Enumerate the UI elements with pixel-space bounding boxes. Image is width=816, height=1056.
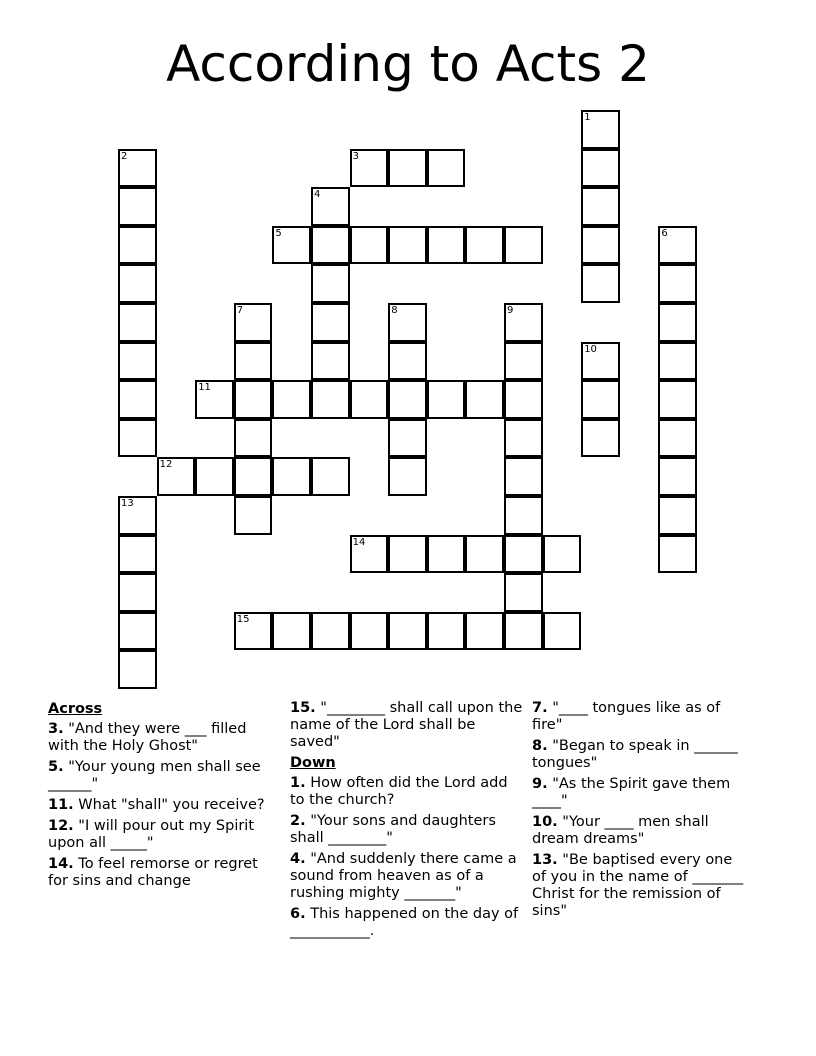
clue-number: 4. bbox=[290, 851, 306, 867]
clue-down-13 bbox=[532, 852, 748, 920]
clue-text: To feel remorse or regret for sins and change bbox=[48, 856, 258, 889]
grid-cell[interactable] bbox=[118, 264, 157, 303]
grid-cell[interactable] bbox=[465, 535, 504, 574]
grid-cell[interactable] bbox=[272, 226, 311, 265]
clue-column-3 bbox=[532, 700, 748, 924]
grid-cell[interactable] bbox=[427, 226, 466, 265]
down-heading: Down bbox=[290, 755, 336, 771]
grid-cell[interactable] bbox=[427, 149, 466, 188]
clue-across-14 bbox=[48, 856, 280, 890]
grid-cell[interactable] bbox=[118, 187, 157, 226]
grid-cell[interactable] bbox=[658, 419, 697, 458]
clue-down-7 bbox=[532, 700, 748, 734]
grid-cell[interactable] bbox=[118, 573, 157, 612]
grid-cell[interactable] bbox=[234, 496, 273, 535]
grid-cell[interactable] bbox=[427, 380, 466, 419]
grid-cell[interactable] bbox=[311, 457, 350, 496]
clue-across-11 bbox=[48, 797, 280, 814]
grid-cell[interactable] bbox=[311, 612, 350, 651]
clue-number-label: 3 bbox=[352, 150, 359, 162]
grid-cell[interactable] bbox=[658, 457, 697, 496]
clue-number: 2. bbox=[290, 813, 306, 829]
clue-column-2 bbox=[290, 700, 526, 944]
grid-cell[interactable] bbox=[272, 612, 311, 651]
grid-cell[interactable] bbox=[388, 457, 427, 496]
grid-cell[interactable] bbox=[388, 380, 427, 419]
grid-cell[interactable] bbox=[658, 342, 697, 381]
clue-text: "As the Spirit gave them ____" bbox=[532, 776, 731, 809]
grid-cell[interactable] bbox=[504, 226, 543, 265]
grid-cell[interactable] bbox=[388, 419, 427, 458]
clue-number-label: 9 bbox=[507, 305, 514, 316]
grid-cell[interactable] bbox=[465, 226, 504, 265]
clue-down-8 bbox=[532, 738, 748, 772]
clue-number: 3. bbox=[48, 721, 64, 737]
grid-cell[interactable] bbox=[658, 264, 697, 303]
clue-number-label: 1 bbox=[584, 112, 591, 123]
grid-cell[interactable] bbox=[388, 149, 427, 188]
grid-cell[interactable] bbox=[118, 496, 157, 535]
grid-cell[interactable] bbox=[272, 457, 311, 496]
clue-number-label: 12 bbox=[159, 459, 173, 471]
clue-text: "________ shall call upon the name of the Lord shall be saved" bbox=[290, 700, 523, 750]
clue-number: 13. bbox=[532, 852, 558, 868]
clue-number-label: 11 bbox=[198, 382, 211, 394]
clue-number: 9. bbox=[532, 776, 548, 792]
grid-cell[interactable] bbox=[311, 264, 350, 303]
grid-cell[interactable] bbox=[658, 226, 697, 265]
grid-cell[interactable] bbox=[118, 149, 157, 188]
grid-cell[interactable] bbox=[311, 342, 350, 381]
grid-cell[interactable] bbox=[504, 303, 543, 342]
clue-across-5 bbox=[48, 759, 280, 793]
grid-cell[interactable] bbox=[195, 457, 234, 496]
grid-cell[interactable] bbox=[311, 303, 350, 342]
grid-cell[interactable] bbox=[350, 226, 389, 265]
clue-number: 11. bbox=[48, 797, 74, 813]
grid-cell[interactable] bbox=[581, 264, 620, 303]
grid-cell[interactable] bbox=[388, 226, 427, 265]
clue-text: How often did the Lord add to the church? bbox=[290, 775, 508, 808]
clue-text: "And suddenly there came a sound from heaven as of a rushing mighty _______" bbox=[290, 851, 517, 901]
grid-cell[interactable] bbox=[504, 419, 543, 458]
clue-text: "Your young men shall see ______" bbox=[48, 759, 261, 792]
clue-number-label: 15 bbox=[236, 613, 250, 625]
clue-number: 6. bbox=[290, 906, 306, 922]
grid-cell[interactable] bbox=[311, 226, 350, 265]
grid-cell[interactable] bbox=[427, 535, 466, 574]
grid-cell[interactable] bbox=[234, 380, 273, 419]
clue-text: This happened on the day of ___________. bbox=[290, 906, 519, 939]
grid-cell[interactable] bbox=[350, 380, 389, 419]
grid-cell[interactable] bbox=[272, 380, 311, 419]
clue-across-3 bbox=[48, 721, 280, 755]
grid-cell[interactable] bbox=[427, 612, 466, 651]
clue-number: 14. bbox=[48, 856, 74, 872]
grid-cell[interactable] bbox=[350, 149, 389, 188]
across-heading: Across bbox=[48, 701, 103, 717]
clue-number: 8. bbox=[532, 738, 548, 754]
clue-number-label: 8 bbox=[391, 305, 398, 316]
grid-cell[interactable] bbox=[388, 535, 427, 574]
grid-cell[interactable] bbox=[504, 342, 543, 381]
grid-cell[interactable] bbox=[504, 612, 543, 651]
grid-cell[interactable] bbox=[350, 535, 389, 574]
grid-cell[interactable] bbox=[581, 110, 620, 149]
grid-cell[interactable] bbox=[118, 380, 157, 419]
grid-cell[interactable] bbox=[350, 612, 389, 651]
grid-cell[interactable] bbox=[234, 612, 273, 651]
clue-text: "I will pour out my Spirit upon all _____" bbox=[48, 818, 255, 851]
grid-cell[interactable] bbox=[388, 303, 427, 342]
clue-text: "And they were ___ filled with the Holy Ghost" bbox=[48, 721, 247, 754]
clue-number-label: 10 bbox=[584, 343, 597, 355]
clue-text: "Your sons and daughters shall ________" bbox=[290, 813, 496, 846]
grid-cell[interactable] bbox=[581, 149, 620, 188]
grid-cell[interactable] bbox=[504, 573, 543, 612]
clue-text: "Began to speak in ______ tongues" bbox=[532, 738, 738, 771]
grid-cell[interactable] bbox=[581, 419, 620, 458]
grid-cell[interactable] bbox=[504, 457, 543, 496]
grid-cell[interactable] bbox=[543, 612, 582, 651]
grid-cell[interactable] bbox=[581, 226, 620, 265]
page-title: According to Acts 2 bbox=[166, 35, 650, 93]
clue-number-label: 14 bbox=[352, 536, 366, 548]
clue-number-label: 5 bbox=[275, 227, 282, 239]
grid-cell[interactable] bbox=[581, 380, 620, 419]
grid-cell[interactable] bbox=[388, 612, 427, 651]
grid-cell[interactable] bbox=[658, 496, 697, 535]
grid-cell[interactable] bbox=[311, 380, 350, 419]
clue-number-label: 7 bbox=[236, 305, 244, 316]
grid-cell[interactable] bbox=[465, 380, 504, 419]
clue-down-9 bbox=[532, 776, 748, 810]
clue-number: 7. bbox=[532, 700, 548, 716]
grid-cell[interactable] bbox=[118, 303, 157, 342]
clue-number: 10. bbox=[532, 814, 558, 830]
clue-number: 12. bbox=[48, 818, 74, 834]
grid-cell[interactable] bbox=[157, 457, 196, 496]
grid-cell[interactable] bbox=[658, 380, 697, 419]
clue-across-15 bbox=[290, 700, 526, 751]
grid-cell[interactable] bbox=[118, 650, 157, 689]
clue-down-2 bbox=[290, 813, 526, 847]
clue-text: "____ tongues like as of fire" bbox=[532, 700, 721, 733]
clue-down-1 bbox=[290, 775, 526, 809]
grid-cell[interactable] bbox=[311, 187, 350, 226]
clue-number-label: 13 bbox=[121, 498, 134, 509]
clue-down-4 bbox=[290, 851, 526, 902]
grid-cell[interactable] bbox=[581, 342, 620, 381]
grid-cell[interactable] bbox=[234, 303, 273, 342]
clue-text: What "shall" you receive? bbox=[78, 797, 265, 813]
grid-cell[interactable] bbox=[658, 303, 697, 342]
grid-cell[interactable] bbox=[234, 342, 273, 381]
grid-cell[interactable] bbox=[118, 419, 157, 458]
grid-cell[interactable] bbox=[118, 612, 157, 651]
clue-number: 1. bbox=[290, 775, 306, 791]
clue-number-label: 4 bbox=[314, 189, 321, 201]
grid-cell[interactable] bbox=[195, 380, 234, 419]
clue-number-label: 2 bbox=[121, 150, 128, 162]
grid-cell[interactable] bbox=[118, 226, 157, 265]
clue-across-12 bbox=[48, 818, 280, 852]
grid-cell[interactable] bbox=[118, 535, 157, 574]
clue-text: "Your ____ men shall dream dreams" bbox=[532, 814, 709, 847]
grid-cell[interactable] bbox=[504, 496, 543, 535]
grid-cell[interactable] bbox=[388, 342, 427, 381]
clue-number: 15. bbox=[290, 700, 316, 716]
grid-cell[interactable] bbox=[234, 419, 273, 458]
clue-number-label: 6 bbox=[661, 227, 668, 239]
clue-column-1 bbox=[48, 700, 280, 894]
grid-cell[interactable] bbox=[543, 535, 582, 574]
clue-down-10 bbox=[532, 814, 748, 848]
grid-cell[interactable] bbox=[581, 187, 620, 226]
clue-number: 5. bbox=[48, 759, 64, 775]
grid-cell[interactable] bbox=[658, 535, 697, 574]
clue-text: "Be baptised every one of you in the name of _______ Christ for the remission of sins" bbox=[532, 852, 744, 919]
grid-cell[interactable] bbox=[504, 380, 543, 419]
grid-cell[interactable] bbox=[504, 535, 543, 574]
grid-cell[interactable] bbox=[234, 457, 273, 496]
grid-cell[interactable] bbox=[118, 342, 157, 381]
grid-cell[interactable] bbox=[465, 612, 504, 651]
clue-down-6 bbox=[290, 906, 526, 940]
